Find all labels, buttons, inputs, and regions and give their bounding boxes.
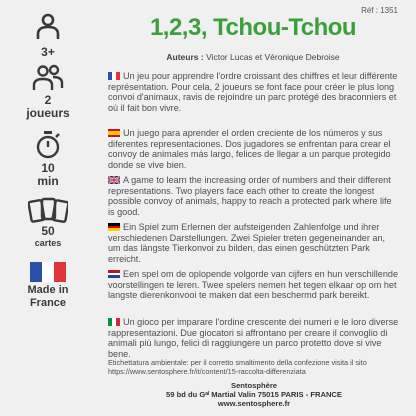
description-it — [108, 317, 400, 359]
players-count: 2 — [44, 93, 52, 107]
description-fr — [108, 71, 400, 113]
description-nl — [108, 269, 400, 301]
uk-flag-icon — [108, 176, 120, 184]
age-value: 3+ — [41, 45, 55, 59]
reference-number: Réf : 1351 — [361, 6, 398, 15]
made-in-label: Made in — [27, 284, 69, 296]
france-flag-icon — [30, 262, 66, 282]
child-icon — [33, 12, 63, 42]
recycling-note: Etichettatura ambientale: per il corretto smaltimento della confezione visita il sito https://www.sentosphere.fr/it/content/15-raccolta-differenziata — [108, 358, 367, 376]
italy-flag-icon — [108, 318, 120, 326]
game-title: 1,2,3, Tchou-Tchou — [149, 14, 357, 41]
authors-label: Auteurs : — [166, 52, 204, 62]
description-fr-text: Un jeu pour apprendre l'ordre croissant des chiffres et leur différente représentation. Pour cela, 2 joueurs se font face pour créer le plus long convoi d'animaux, ravis de rejoindre un parc protégé des braconniers et où il fait bon vivre. — [108, 71, 398, 113]
description-es — [108, 128, 400, 170]
description-de-text: Ein Spiel zum Erlernen der aufsteigenden Zahlenfolge und ihrer verschiedenen Darstellungen. Zwei Spieler treten gegeneinander an, um das längste Tierkonvoi zu bilden, das einen geschützten Park erreicht. — [108, 222, 386, 264]
description-en-text: A game to learn the increasing order of numbers and their different representations. Two players face each other to create the longest possible convoy of animals, happy to reach a protected park where life is good. — [108, 175, 392, 217]
info-sidebar — [0, 0, 96, 416]
publisher-address: 59 bd du Gᵃˡ Martial Valin 75015 PARIS - FRANCE — [166, 390, 342, 400]
duration-info — [0, 130, 96, 188]
cards-count: 50 — [41, 224, 55, 238]
description-it-text: Un gioco per imparare l'ordine crescente dei numeri e le loro diverse rappresentazioni. Due giocatori si affrontano per creare il convoglio di animali più lungo, felici di raggiungere un parco protetto dove si vive bene. — [108, 317, 399, 359]
publisher-footer — [108, 381, 400, 409]
age-info — [0, 12, 96, 59]
players-icon — [31, 64, 65, 92]
publisher-name: Sentosphère — [231, 381, 277, 390]
main-content — [108, 0, 412, 416]
publisher-website[interactable]: www.sentosphere.fr — [217, 399, 291, 409]
players-info — [0, 64, 96, 120]
description-de — [108, 222, 400, 264]
description-es-text: Un juego para aprender el orden creciente de los números y sus diferentes representaciones. Dos jugadores se enfrentan para crear el convoy de animales más largo, felices de llegar a un parque protegido donde se vive bien. — [108, 128, 391, 170]
duration-unit: min — [37, 174, 59, 188]
cards-info — [0, 197, 96, 249]
authors-line — [108, 52, 398, 62]
spain-flag-icon — [108, 129, 120, 137]
duration-value: 10 — [41, 161, 55, 175]
cards-label: cartes — [34, 238, 62, 248]
netherlands-flag-icon — [108, 270, 120, 278]
origin-info — [0, 262, 96, 310]
cards-icon — [28, 197, 68, 223]
made-in-country: France — [29, 297, 67, 309]
timer-icon — [34, 130, 62, 160]
france-flag-icon — [108, 72, 120, 80]
description-en — [108, 175, 400, 217]
authors-names: Victor Lucas et Véronique Debroise — [206, 52, 340, 62]
players-label: joueurs — [26, 106, 70, 120]
description-nl-text: Een spel om de oplopende volgorde van cijfers en hun verschillende voorstellingen te leren. Twee spelers nemen het tegen elkaar op om het langste dierenkonvooi te maken dat een beschermd park bereikt. — [108, 269, 399, 301]
germany-flag-icon — [108, 223, 120, 231]
